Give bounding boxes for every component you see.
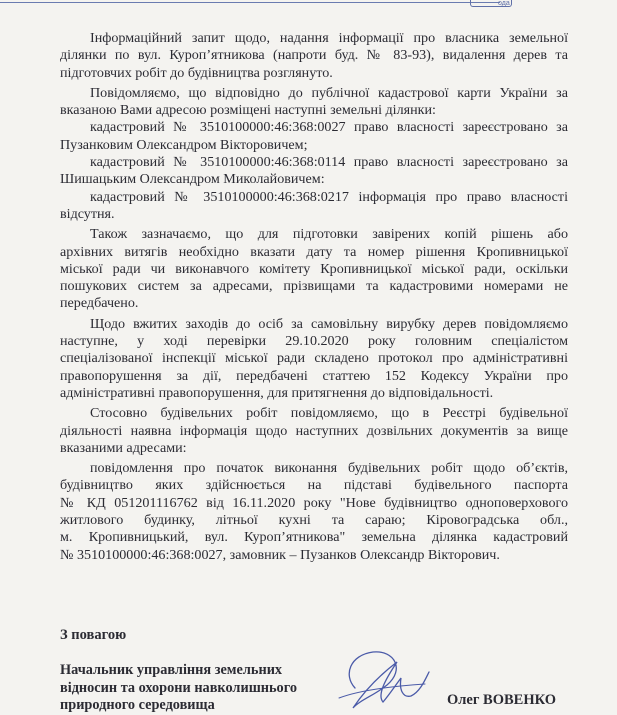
position-line: Начальник управління земельних (60, 662, 283, 678)
position-line: відносин та охорони навколишнього (60, 679, 297, 696)
body-line: Шишацьким Олександром Миколайовичем: (60, 171, 325, 188)
body-line: вказаною Вами адресою розміщені наступні земельні ділянки: (60, 102, 436, 119)
body-line: Пузанковим Олександром Вікторовичем; (60, 136, 308, 153)
body-line: м. Кропивницький, вул. Куроп’ятникова" земельна ділянка кадастровий (60, 529, 568, 546)
body-line: будівництво яких здійснюється на підставі будівельного паспорта (60, 477, 568, 494)
position-line: природного середовища (60, 697, 215, 713)
body-line: кадастровий № 3510100000:46:368:0114 право власності зареєстровано за (90, 154, 568, 171)
body-line: підготовчих робіт до будівництва розглянуто. (60, 64, 333, 81)
body-line: Щодо вжитих заходів до осіб за самовільну вирубку дерев повідомляємо (90, 315, 568, 332)
body-line: спеціалізованої інспекції міської ради складено протокол про адміністративні (60, 350, 568, 367)
closing-phrase: З повагою (60, 627, 127, 643)
body-line: передбачено. (60, 295, 139, 312)
stamp-fragment-text: ода (498, 0, 510, 7)
letterhead-border (0, 0, 617, 9)
body-line: міської ради чи виконавчого комітету Кропивницької міської ради, оскільки (60, 260, 568, 277)
body-line: житлового будинку, літньої кухні та сараю; Кіровоградська обл., (60, 512, 568, 529)
body-line: пошукових систем за адресами, прізвищами та кадастровими номерами не (60, 278, 568, 295)
body-line: діяльності наявна інформація щодо наступних дозвільних документів за вище (60, 422, 568, 439)
body-line: Повідомляємо, що відповідно до публічної кадастрової карти України за (90, 84, 568, 101)
signatory-name: Олег ВОВЕНКО (447, 692, 557, 708)
letter-body (60, 30, 568, 564)
body-line: повідомлення про початок виконання будівельних робіт щодо об’єктів, (90, 460, 568, 477)
body-line: кадастровий № 3510100000:46:368:0027 право власності зареєстровано за (90, 119, 568, 136)
body-line: архівних витягів необхідно вказати дату та номер рішення Кропивницької (60, 243, 568, 260)
body-line: Стосовно будівельних робіт повідомляємо, що в Реєстрі будівельної (90, 405, 568, 422)
body-line: правопорушення за дії, передбачені статтею 152 Кодексу України про (60, 367, 568, 384)
body-line: відсутня. (60, 205, 115, 222)
body-line: Також зазначаємо, що для підготовки завірених копій рішень або (90, 226, 568, 243)
signatory-position (60, 662, 320, 715)
body-line: № 3510100000:46:368:0027, замовник – Пузанков Олександр Вікторович. (60, 546, 500, 563)
body-line: адміністративні правопорушення, для притягнення до відповідальності. (60, 384, 494, 401)
header-rule (0, 2, 500, 3)
body-line: ділянки по вул. Куроп’ятникова (напроти буд. № 83-93), видалення дерев та (60, 47, 568, 64)
body-line: № КД 051201116762 від 16.11.2020 року "Нове будівництво одноповерхового (60, 494, 568, 511)
body-line: вказаними адресами: (60, 439, 187, 456)
signature-stroke (349, 652, 429, 708)
body-line: наступне, у ході перевірки 29.10.2020 року головним спеціалістом (60, 333, 568, 350)
handwritten-signature (325, 640, 435, 715)
body-line: Інформаційний запит щодо, надання інформації про власника земельної (90, 30, 568, 46)
body-line: кадастровий № 3510100000:46:368:0217 інформація про право власності (90, 188, 568, 205)
